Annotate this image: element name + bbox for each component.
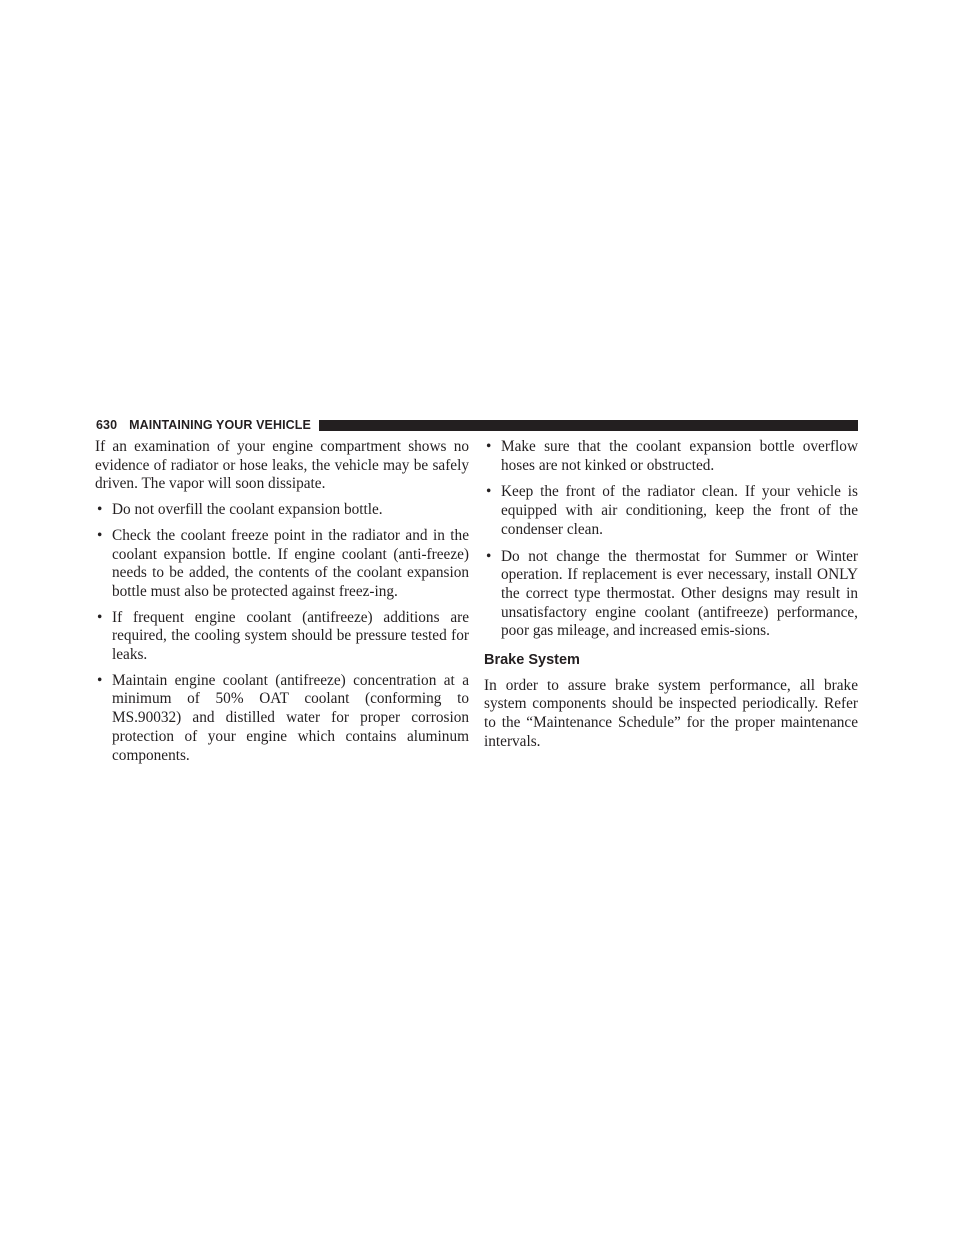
list-item: • Maintain engine coolant (antifreeze) concentration at a minimum of 50% OAT coolant (conforming to MS.90032) and distilled water for proper corrosion protection of your engine which contains aluminum components. xyxy=(97,671,469,764)
brake-system-heading: Brake System xyxy=(484,652,580,669)
bullet-icon: • xyxy=(486,547,492,565)
page-number: 630 xyxy=(96,418,118,432)
bullet-icon: • xyxy=(97,608,103,626)
list-item: • If frequent engine coolant (antifreeze) additions are required, the cooling system should be pressure tested for leaks. xyxy=(97,608,469,664)
page-header xyxy=(96,416,858,434)
bullet-icon: • xyxy=(486,438,492,455)
bullet-icon: • xyxy=(97,526,103,544)
header-rule xyxy=(319,420,858,431)
brake-system-paragraph: In order to assure brake system performance, all brake system components should be inspected periodically. Refer to the “Maintenance Schedule” for the proper maintenance intervals. xyxy=(484,676,858,750)
list-item: • Make sure that the coolant expansion bottle overflow hoses are not kinked or obstructed. xyxy=(486,438,858,474)
list-item: • Keep the front of the radiator clean. If your vehicle is equipped with air conditioning, keep the front of the condenser clean. xyxy=(486,483,858,538)
bullet-icon: • xyxy=(486,483,492,501)
right-column xyxy=(484,438,858,752)
left-column xyxy=(95,438,469,772)
intro-paragraph: If an examination of your engine compartment shows no evidence of radiator or hose leaks, the vehicle may be safely driven. The vapor will soon dissipate. xyxy=(95,438,469,493)
list-item: • Check the coolant freeze point in the radiator and in the coolant expansion bottle. If engine coolant (anti-freeze) needs to be added, the contents of the coolant expansion bottle must also be protected against freez-ing. xyxy=(97,526,469,600)
list-item: • Do not change the thermostat for Summer or Winter operation. If replacement is ever necessary, install ONLY the correct type thermostat. Other designs may result in unsatisfactory engine coolant (antifreeze) performance, poor gas mileage, and increased emis-sions. xyxy=(486,547,858,640)
bullet-icon: • xyxy=(97,501,103,519)
coolant-bullet-list xyxy=(95,501,469,765)
cooling-bullet-list xyxy=(484,438,858,641)
list-item: • Do not overfill the coolant expansion bottle. xyxy=(97,501,383,519)
section-title: MAINTAINING YOUR VEHICLE xyxy=(129,418,311,432)
bullet-icon: • xyxy=(97,671,103,689)
